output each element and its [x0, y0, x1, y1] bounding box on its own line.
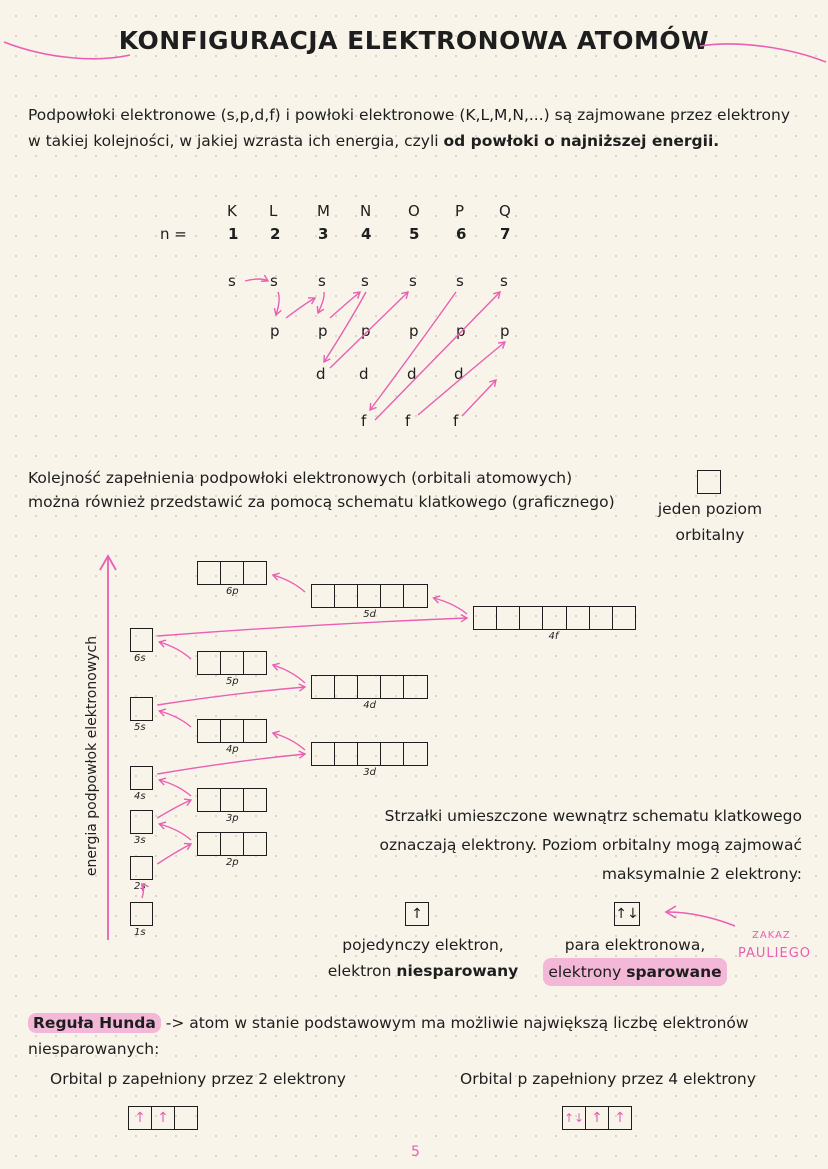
sublevel-f: f: [361, 412, 367, 430]
order-arrow: [330, 292, 408, 368]
order-arrow: [276, 292, 279, 315]
orbital-label-3d: 3d: [363, 767, 376, 778]
shell-number: 7: [500, 225, 511, 243]
orbital-label-4p: 4p: [225, 744, 239, 755]
order-arrowhead: [261, 275, 268, 281]
hund-text: -> atom w stanie podstawowym ma możliwie największą liczbę elektronów niesparowanych:: [28, 1014, 749, 1058]
sublevel-s: s: [361, 272, 369, 290]
hund-left-caption: Orbital p zapełniony przez 2 elektrony: [50, 1070, 346, 1088]
legend-line1: jeden poziom: [657, 500, 763, 518]
orbital-label-5s: 5s: [134, 722, 146, 733]
sublevel-p: p: [500, 322, 510, 340]
pauli-line2: PAULIEGO: [738, 946, 812, 961]
sublevel-d: d: [316, 365, 326, 383]
sublevel-p: p: [456, 322, 466, 340]
sublevel-p: p: [361, 322, 371, 340]
orbital-label-4d: 4d: [363, 700, 376, 711]
sublevel-p: p: [318, 322, 328, 340]
electron-up-icon: ↑: [129, 1107, 152, 1129]
shell-letter: N: [360, 202, 372, 220]
axis-label: energia podpowłok elektronowych: [84, 635, 100, 877]
order-arrow: [330, 292, 360, 318]
sublevel-f: f: [405, 412, 411, 430]
shell-number: 6: [456, 225, 467, 243]
pair-line2b: sparowane: [626, 963, 722, 981]
orbital-label-6p: 6p: [225, 586, 239, 597]
single-line2b: niesparowany: [396, 962, 519, 980]
orbital-label-5p: 5p: [225, 676, 239, 687]
shell-letter: M: [317, 202, 330, 220]
electron-pair-icon: ↑↓: [563, 1107, 586, 1129]
orbital-label-4s: 4s: [134, 791, 146, 802]
shell-letter: P: [455, 202, 465, 220]
orbital-label-4f: 4f: [548, 631, 559, 642]
orbital-label-2p: 2p: [225, 857, 239, 868]
orbital-label-3p: 3p: [225, 813, 239, 824]
electron-pair-icon: ↑↓: [615, 906, 639, 922]
legend-line2: orbitalny: [675, 526, 745, 544]
box-intro: Kolejność zapełnienia podpowłoki elektronowych (orbitali atomowych) można również przedstawić za pomocą schematu klatkowego (graficznego): [28, 469, 615, 511]
pair-line2a: elektrony: [548, 963, 627, 981]
sublevel-s: s: [456, 272, 464, 290]
shell-letter: L: [269, 202, 278, 220]
shell-number: 2: [270, 225, 281, 243]
sublevel-d: d: [407, 365, 417, 383]
order-arrow: [462, 380, 496, 416]
order-arrow: [324, 292, 366, 362]
sublevel-s: s: [228, 272, 236, 290]
sublevel-d: d: [359, 365, 369, 383]
page-number: 5: [411, 1144, 420, 1160]
intro-text: Podpowłoki elektronowe (s,p,d,f) i powłoki elektronowe (K,L,M,N,...) są zajmowane przez elektrony w takiej kolejności, w jakiej wzrasta ich energia, czyli: [28, 106, 790, 150]
intro-bold: od powłoki o najniższej energii.: [443, 132, 720, 150]
electron-up-icon: ↑: [586, 1107, 609, 1129]
sublevel-s: s: [500, 272, 508, 290]
shell-number: 5: [409, 225, 420, 243]
order-arrow: [286, 298, 315, 318]
order-arrow: [418, 342, 505, 415]
shell-letter: K: [227, 202, 237, 220]
sublevel-s: s: [270, 272, 278, 290]
orbital-label-1s: 1s: [134, 927, 146, 938]
sublevel-d: d: [454, 365, 464, 383]
arrows-text: Strzałki umieszczone wewnątrz schematu klatkowego oznaczają elektrony. Poziom orbitalny mogą zajmować maksymalnie 2 elektrony:: [379, 807, 802, 883]
electron-up-icon: ↑: [614, 1110, 626, 1126]
orbital-label-2s: 2s: [134, 881, 146, 892]
orbital-label-3s: 3s: [134, 835, 146, 846]
sublevel-f: f: [453, 412, 459, 430]
shell-number: 1: [228, 225, 239, 243]
shell-letter: Q: [499, 202, 511, 220]
shell-number: 4: [361, 225, 372, 243]
single-line1: pojedynczy elektron,: [342, 936, 504, 954]
sublevel-p: p: [270, 322, 280, 340]
hund-right-caption: Orbital p zapełniony przez 4 elektrony: [460, 1070, 756, 1088]
shell-letter: O: [408, 202, 420, 220]
orbital-label-6s: 6s: [134, 653, 146, 664]
sublevel-p: p: [409, 322, 419, 340]
shell-number: 3: [318, 225, 329, 243]
n-label: n =: [160, 225, 187, 243]
orbital-label-5d: 5d: [363, 609, 376, 620]
order-arrow: [375, 292, 500, 420]
sublevel-s: s: [409, 272, 417, 290]
sublevel-s: s: [318, 272, 326, 290]
page-title: KONFIGURACJA ELEKTRONOWA ATOMÓW: [118, 26, 710, 55]
electron-up-icon: ↑: [411, 906, 423, 922]
hund-name: Reguła Hunda: [28, 1013, 161, 1033]
pauli-line1: ZAKAZ: [752, 930, 791, 941]
pair-line1: para elektronowa,: [564, 936, 706, 954]
single-line2a: elektron: [327, 962, 397, 980]
electron-up-icon: ↑: [152, 1107, 175, 1129]
